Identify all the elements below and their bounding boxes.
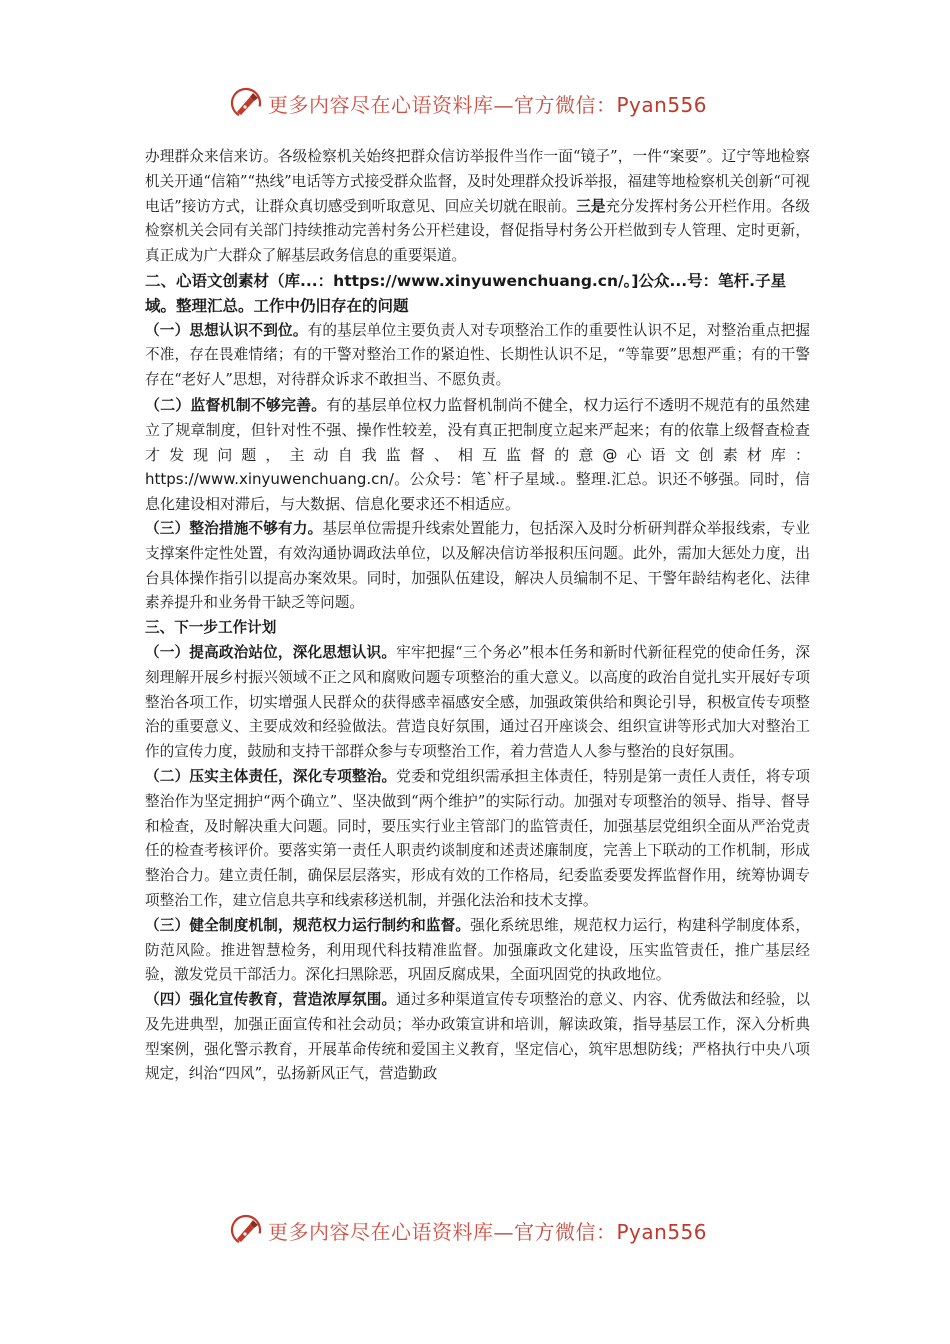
- problem-3-text: 基层单位需提升线索处置能力，包括深入及时分析研判群众举报线索，专业支撑案件定性处置，有效沟通协调政法单位，以及解决信访举报积压问题。此外，需加大惩处力度，出台具体操作指引以提高办案效果。同时，加强队伍建设，解决人员编制不足、干警年龄结构老化、法律素养提升和业务骨干缺乏等问题。: [145, 519, 810, 612]
- plan-2-title: （二）压实主体责任，深化专项整治。: [145, 767, 397, 785]
- plan-3-text: 强化系统思维，规范权力运行，构建科学制度体系，防范风险。推进智慧检务，利用现代科技精准监督。加强廉政文化建设，压实监管责任，推广基层经验，激发党员干部活力。深化扫黑除恶，巩固反腐成果，全面巩固党的执政地位。: [145, 916, 810, 984]
- banner-text-dash: —: [493, 92, 514, 117]
- problem-2-title: （二）监督机制不够完善。: [145, 395, 327, 414]
- paragraph-intro-bold: 三是: [576, 197, 606, 215]
- paragraph-intro-text: 办理群众来信来访。各级检察机关始终把群众信访举报件当作一面“镜子”，一件“案要”。辽宁等地检察机关开通“信箱”“热线”电话等方式接受群众监督，及时处理群众投诉举报，福建等地检察机关创新“可视电话”接访方式，让群众真切感受到听取意见、回应关切就在眼前。: [145, 148, 810, 215]
- footer-text-dash: —: [493, 1219, 514, 1244]
- problem-1-text: 有的基层单位主要负责人对专项整治工作的重要性认识不足，对整治重点把握不准，存在畏难情绪；有的干警对整治工作的紧迫性、长期性认识不足，“等靠要”思想严重；有的干警存在“老好人”思想，对待群众诉求不敢担当、不愿负责。: [145, 321, 810, 389]
- plan-3-title: （三）健全制度机制，规范权力运行制约和监督。: [145, 916, 471, 934]
- paragraph-plan-3: [145, 914, 810, 988]
- plan-4-title: （四）强化宣传教育，营造浓厚氛围。: [145, 991, 397, 1009]
- plan-1-title: （一）提高政治站位，深化思想认识。: [145, 643, 397, 661]
- banner-text-cn: 更多内容尽在心语资料库: [268, 92, 494, 117]
- footer-banner-inner: [228, 1210, 707, 1250]
- footer-text-official: 官方微信：: [514, 1219, 617, 1244]
- plan-2-text: 党委和党组织需承担主体责任，特别是第一责任人责任，将专项整治作为坚定拥护“两个确立”、坚决做到“两个维护”的实际行动。加强对专项整治的领导、指导、督导和检查，及时解决重大问题。同时，要压实行业主管部门的监管责任，加强基层党组织全面从严治党责任的检查考核评价。要落实第一责任人职责约谈制度和述责述廉制度，完善上下联动的工作机制，形成整治合力。建立责任制，确保层层落实，形成有效的工作格局，纪委监委要发挥监督作用，统筹协调专项整治工作，建立信息共享和线索移送机制，并强化法治和技术支撑。: [145, 767, 810, 909]
- header-banner-text: [268, 89, 707, 118]
- problem-2-text: 有的基层单位权力监督机制尚不健全，权力运行不透明不规范有的虽然建立了规章制度，但针对性不强、操作性较差，没有真正把制度立起来严起来；有的依靠上级督查检查才发现问题，主动自我监督、相互监督的意@心语文创素材库：https://www.xinyuwenchuang.cn/。公众号：笔`杆子星域.。整理.汇总。识还不够强。同时，信息化建设相对滞后，与大数据、信息化要求还不相适应。: [145, 395, 810, 514]
- paragraph-plan-4: [145, 988, 810, 1087]
- pen-nib-logo-icon: [228, 85, 264, 121]
- problem-1-title: （一）思想认识不到位。: [145, 321, 308, 339]
- header-banner-inner: [228, 83, 707, 123]
- problem-3-title: （三）整治措施不够有力。: [145, 519, 323, 537]
- paragraph-plan-1: [145, 641, 810, 765]
- paragraph-plan-2: [145, 765, 810, 914]
- pen-nib-logo-icon: [228, 1212, 264, 1248]
- footer-banner-text: [268, 1216, 707, 1245]
- section-heading-problems: 二、心语文创素材（库...：https://www.xinyuwenchuang.cn/。]公众...号：笔杆.子星域。整理汇总。工作中仍旧存在的问题: [145, 271, 787, 315]
- plan-4-text: 通过多种渠道宣传专项整治的意义、内容、优秀做法和经验，以及先进典型，加强正面宣传和社会动员；举办政策宣讲和培训，解读政策，指导基层工作，深入分析典型案例，强化警示教育，开展革命传统和爱国主义教育，坚定信心，筑牢思想防线；严格执行中央八项规定，纠治“四风”，弘扬新风正气，营造勤政: [145, 991, 810, 1083]
- paragraph-intro: [145, 145, 810, 269]
- banner-text-id: Pyan556: [616, 92, 708, 117]
- banner-text-official: 官方微信：: [514, 92, 617, 117]
- plan-1-text: 牢牢把握“三个务必”根本任务和新时代新征程党的使命任务，深刻理解开展乡村振兴领域不正之风和腐败问题专项整治的重大意义。以高度的政治自觉扎实开展好专项整治各项工作，切实增强人民群众的获得感幸福感安全感，加强政策供给和舆论引导，积极宣传专项整治的重要意义、主要成效和经验做法。营造良好氛围，通过召开座谈会、组织宣讲等形式加大对整治工作的宣传力度，鼓励和支持干部群众参与专项整治工作，着力营造人人参与整治的良好氛围。: [145, 643, 810, 761]
- paragraph-problem-3: [145, 517, 810, 616]
- paragraph-problem-2: [145, 393, 810, 517]
- header-banner: [0, 83, 950, 123]
- document-body: [145, 145, 810, 1087]
- section-heading-plan: 三、下一步工作计划: [145, 619, 277, 637]
- footer-banner: [0, 1210, 950, 1250]
- paragraph-intro-tail: 充分发挥村务公开栏作用。各级检察机关会同有关部门持续推动完善村务公开栏建设，督促指导村务公开栏做到专人管理、定时更新，真正成为广大群众了解基层政务信息的重要渠道。: [145, 197, 810, 265]
- footer-text-id: Pyan556: [616, 1219, 708, 1244]
- paragraph-problem-1: [145, 319, 810, 393]
- footer-text-cn: 更多内容尽在心语资料库: [268, 1219, 494, 1244]
